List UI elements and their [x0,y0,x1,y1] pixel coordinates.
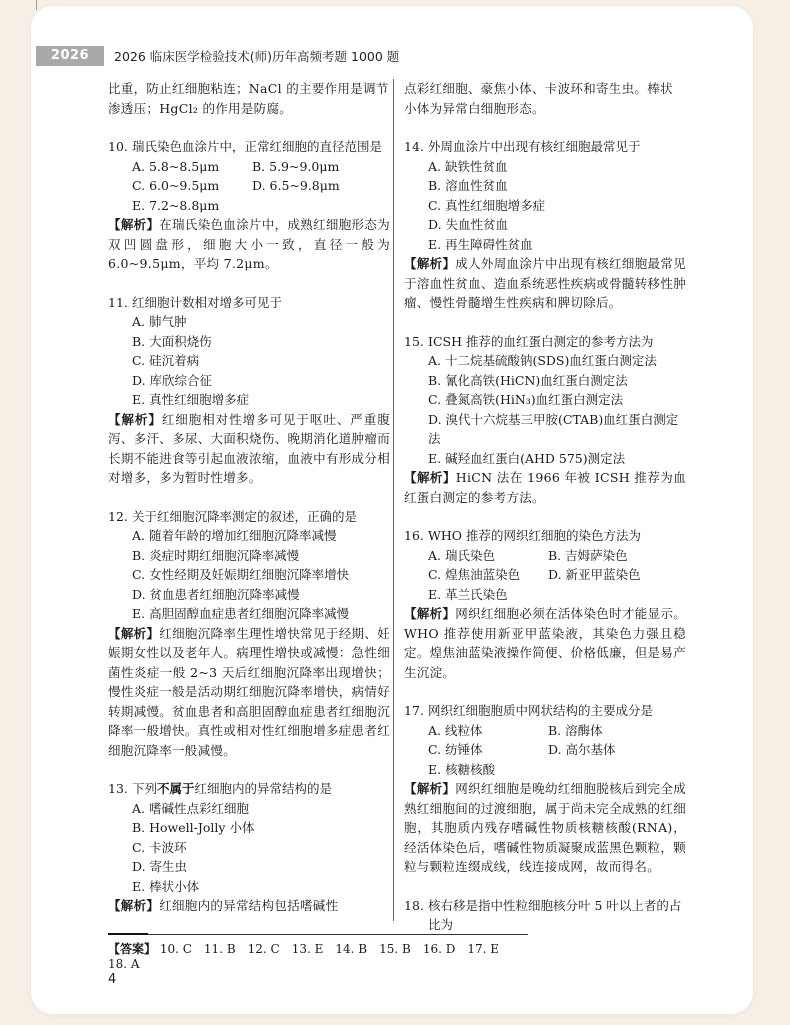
question-18: 18. 核右移是指中性粒细胞核分叶 5 叶以上者的占比为 [404,896,686,935]
option-a: A. 随着年龄的增加红细胞沉降率减慢 [132,528,337,543]
left-column [108,79,390,916]
question-stem: 红细胞计数相对增多可见于 [132,294,283,310]
option-b: B. Howell-Jolly 小体 [132,820,255,835]
explanation: 【解析】红细胞内的异常结构包括嗜碱性 [108,898,339,913]
option-b: B. 炎症时期红细胞沉降率减慢 [132,547,300,563]
option-a: A. 缺铁性贫血 [428,158,508,174]
question-stem: 核右移是指中性粒细胞核分叶 5 叶以上者的占比为 [428,897,682,932]
option-c: C. 硅沉着病 [132,353,200,368]
question-13: 13. 下列不属于红细胞内的异常结构的是 A. 嗜碱性点彩红细胞 B. Howell-Jolly 小体 C. 卡波环 D. 寄生虫 E. 棒状小体 【解析】红细胞内的异常结构包括嗜碱性 [108,779,390,916]
continued-explanation: 点彩红细胞、豪焦小体、卡波环和寄生虫。棒状 小体为异常白细胞形态。 [404,81,673,116]
option-a: A. 嗜碱性点彩红细胞 [132,800,249,816]
option-b: B. 5.9~9.0μm [252,158,340,174]
right-column [404,79,686,935]
question-16: 16. WHO 推荐的网织红细胞的染色方法为 A. 瑞氏染色 B. 吉姆萨染色 C. 煌焦油蓝染色 D. 新亚甲蓝染色 E. 革兰氏染色 【解析】网织红细胞必须在活体染色时才能显示。WHO 推荐使用新亚甲蓝染液，其染色力强且稳定。煌焦油蓝染液操作简便、价格低廉，但是易产生沉淀。 [404,526,686,682]
option-a: A. 5.8~8.5μm [132,158,220,174]
explanation: 【解析】红细胞相对性增多可见于呕吐、严重腹泻、多汗、多尿、大面积烧伤、晚期消化道肿瘤而长期不能进食等引起血液浓缩，血液中有形成分相对增多，多为暂时性增多。 [108,411,390,485]
option-c: C. 卡波环 [132,839,187,855]
option-c: C. 6.0~9.5μm [132,178,220,193]
question-15: 15. ICSH 推荐的血红蛋白测定的参考方法为 A. 十二烷基硫酸钠(SDS)血红蛋白测定法 B. 氰化高铁(HiCN)血红蛋白测定法 C. 叠氮高铁(HiN₃)血红蛋白测定法 D. 溴代十六烷基三甲胺(CTAB)血红蛋白测定法 E. 碱羟血红蛋白(AHD 575)测定法 【解析】HiCN 法在 1966 年被 ICSH 推荐为血红蛋白测定的参考方法。 [404,332,686,508]
option-d: D. 贫血患者红细胞沉降率减慢 [132,586,300,602]
option-d: D. 寄生虫 [132,859,188,874]
option-e: E. 高胆固醇血症患者红细胞沉降率减慢 [132,606,350,621]
option-e: E. 革兰氏染色 [428,586,508,602]
option-b: B. 溶酶体 [548,722,603,738]
option-d: D. 失血性贫血 [428,217,509,232]
option-d: D. 新亚甲蓝染色 [548,567,641,582]
option-e: E. 真性红细胞增多症 [132,392,250,407]
page-number: 4 [108,972,117,987]
option-b: B. 吉姆萨染色 [548,547,628,563]
option-e: E. 再生障碍性贫血 [428,236,533,252]
answer-key-label: 【答案】 [108,942,157,956]
option-d: D. 6.5~9.8μm [252,178,340,193]
year-tag: 2026 [36,46,104,66]
explanation: 【解析】成人外周血涂片中出现有核红细胞最常见于溶血性贫血、造血系统恶性疾病或骨髓转移性肿瘤、慢性骨髓增生性疾病和脾切除后。 [404,256,686,310]
option-a: A. 瑞氏染色 [428,547,495,563]
question-17: 17. 网织红细胞胞质中网状结构的主要成分是 A. 线粒体 B. 溶酶体 C. 纺锤体 D. 高尔基体 E. 核糖核酸 【解析】网织红细胞是晚幼红细胞脱核后到完全成熟红细胞间的过渡细胞，属于尚未完全成熟的红细胞，其胞质内残存嗜碱性物质核糖核酸(RNA)，经活体染色后，嗜碱性物质凝聚成蓝黑色颗粒，颗粒与颗粒连缀成线，线连接成网，故而得名。 [404,701,686,877]
option-b: B. 氰化高铁(HiCN)血红蛋白测定法 [428,372,628,388]
option-a: A. 肺气肿 [132,314,187,329]
running-header [36,44,736,68]
option-b: B. 大面积烧伤 [132,333,212,349]
question-10: 10. 瑞氏染色血涂片中，正常红细胞的直径范围是 A. 5.8~8.5μm B. 5.9~9.0μm C. 6.0~9.5μm D. 6.5~9.8μm E. 7.2~8.8μm 【解析】在瑞氏染色血涂片中，成熟红细胞形态为双凹圆盘形，细胞大小一致，直径一般为 6.0~9.5μm，平均 7.2μm。 [108,137,390,274]
question-stem: 关于红细胞沉降率测定的叙述，正确的是 [132,508,358,524]
option-c: C. 叠氮高铁(HiN₃)血红蛋白测定法 [428,392,624,407]
question-stem: WHO 推荐的网织红细胞的染色方法为 [428,528,641,543]
option-c: C. 纺锤体 [428,742,483,757]
question-stem: 瑞氏染色血涂片中，正常红细胞的直径范围是 [132,139,383,154]
question-11: 11. 红细胞计数相对增多可见于 A. 肺气肿 B. 大面积烧伤 C. 硅沉着病 D. 库欣综合征 E. 真性红细胞增多症 【解析】红细胞相对性增多可见于呕吐、严重腹泻、多汗、多尿、大面积烧伤、晚期消化道肿瘤而长期不能进食等引起血液浓缩，血液中有形成分相对增多，多为暂时性增多。 [108,293,390,488]
explanation: 【解析】在瑞氏染色血涂片中，成熟红细胞形态为双凹圆盘形，细胞大小一致，直径一般为 6.0~9.5μm，平均 7.2μm。 [108,217,390,271]
answer-key [108,934,528,971]
option-a: A. 线粒体 [428,722,483,738]
explanation: 【解析】网织红细胞必须在活体染色时才能显示。WHO 推荐使用新亚甲蓝染液，其染色力强且稳定。煌焦油蓝染液操作简便、价格低廉，但是易产生沉淀。 [404,606,686,680]
question-14: 14. 外周血涂片中出现有核红细胞最常见于 A. 缺铁性贫血 B. 溶血性贫血 C. 真性红细胞增多症 D. 失血性贫血 E. 再生障碍性贫血 【解析】成人外周血涂片中出现有核红细胞最常见于溶血性贫血、造血系统恶性疾病或骨髓转移性肿瘤、慢性骨髓增生性疾病和脾切除后。 [404,137,686,313]
option-e: E. 核糖核酸 [428,761,496,777]
option-c: C. 女性经期及妊娠期红细胞沉降率增快 [132,567,350,582]
option-c: C. 煌焦油蓝染色 [428,567,521,582]
crop-mark [36,0,47,10]
book-title: 2026 临床医学检验技术(师)历年高频考题 1000 题 [114,49,400,64]
question-stem: 网织红细胞胞质中网状结构的主要成分是 [428,703,654,718]
option-d: D. 高尔基体 [548,742,616,757]
option-e: E. 7.2~8.8μm [132,197,220,213]
explanation: 【解析】红细胞沉降率生理性增快常见于经期、妊娠期女性以及老年人。病理性增快或减慢：急性细菌性炎症一般 2~3 天后红细胞沉降率出现增快；慢性炎症一般是活动期红细胞沉降率增快，病情好转期减慢。贫血患者和高胆固醇血症患者红细胞沉降率一般增快。真性或相对性红细胞增多症患者红细胞沉降率一般减慢。 [108,625,390,758]
option-e: E. 碱羟血红蛋白(AHD 575)测定法 [428,450,626,466]
option-b: B. 溶血性贫血 [428,178,508,193]
option-a: A. 十二烷基硫酸钠(SDS)血红蛋白测定法 [428,353,657,368]
answer-key-values: 10. C 11. B 12. C 13. E 14. B 15. B 16. D 17. E 18. A [108,942,512,971]
explanation: 【解析】HiCN 法在 1966 年被 ICSH 推荐为血红蛋白测定的参考方法。 [404,470,686,505]
explanation: 【解析】网织红细胞是晚幼红细胞脱核后到完全成熟红细胞间的过渡细胞，属于尚未完全成熟的红细胞，其胞质内残存嗜碱性物质核糖核酸(RNA)，经活体染色后，嗜碱性物质凝聚成蓝黑色颗粒，颗粒与颗粒连缀成线，线连接成网，故而得名。 [404,781,686,874]
question-stem: ICSH 推荐的血红蛋白测定的参考方法为 [428,333,654,349]
column-divider [393,79,394,921]
question-12: 12. 关于红细胞沉降率测定的叙述，正确的是 A. 随着年龄的增加红细胞沉降率减慢 B. 炎症时期红细胞沉降率减慢 C. 女性经期及妊娠期红细胞沉降率增快 D. 贫血患者红细胞沉降率减慢 E. 高胆固醇血症患者红细胞沉降率减慢 【解析】红细胞沉降率生理性增快常见于经期、妊娠期女性以及老年人。病理性增快或减慢：急性细菌性炎症一般 2~3 天后红细胞沉降率出现增快；慢性炎症一般是活动期红细胞沉降率增快，病情好转期减慢。贫血患者和高胆固醇血症患者红细胞沉降率一般增快。真性或相对性红细胞增多症患者红细胞沉降率一般减慢。 [108,507,390,761]
option-c: C. 真性红细胞增多症 [428,197,546,213]
continued-explanation: 比重，防止红细胞粘连；NaCl 的主要作用是调节 渗透压；HgCl₂ 的作用是防腐。 [108,81,389,116]
option-d: D. 库欣综合征 [132,372,213,388]
answer-key-rule [108,933,148,935]
question-stem: 外周血涂片中出现有核红细胞最常见于 [428,139,641,154]
option-e: E. 棒状小体 [132,878,200,894]
question-stem: 下列不属于红细胞内的异常结构的是 [132,781,333,796]
option-d: D. 溴代十六烷基三甲胺(CTAB)血红蛋白测定法 [428,411,679,446]
